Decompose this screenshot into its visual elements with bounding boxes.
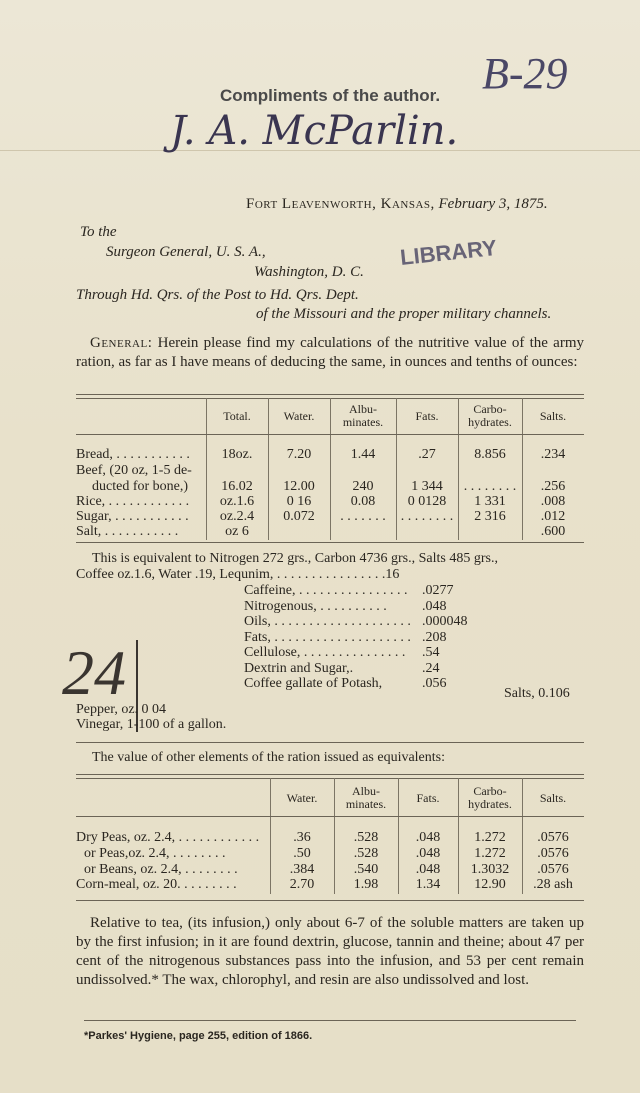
coffee-component-name: Dextrin and Sugar,. <box>244 660 354 676</box>
t1-cell-water: 0.072 <box>283 509 315 524</box>
coffee-component-value: .24 <box>422 660 440 676</box>
t1-cell-carb: 1 331 <box>474 494 506 509</box>
salutation-to: To the <box>80 224 117 240</box>
t2-header-carbohydrates: Carbo-hydrates. <box>468 784 512 811</box>
t1-cell-total: oz.1.6 <box>219 494 255 509</box>
coffee-component-name: Oils, . . . . . . . . . . . . . . . . . . . . <box>244 614 411 629</box>
t1-header-fats: Fats. <box>415 409 439 423</box>
t1-cell-salts: .012 <box>540 509 566 524</box>
t1-cell-carb: 8.856 <box>474 447 506 462</box>
t2-cell-alb: .528 <box>353 846 379 861</box>
t2-cell-carb: 1.3032 <box>470 862 510 877</box>
catalog-number: B-29 <box>482 49 568 98</box>
t1-cell-water: 12.00 <box>283 479 315 494</box>
t2-cell-water: .384 <box>289 862 315 877</box>
t1-cell-alb: 240 <box>352 479 374 494</box>
table1-header-rule <box>76 434 584 435</box>
t1-header-albuminates: Albu-minates. <box>342 402 384 429</box>
footnote-rule <box>84 1020 576 1021</box>
t2-cell-salts: .0576 <box>537 830 569 845</box>
t2-row-item: or Peas,oz. 2.4, . . . . . . . . <box>84 846 226 861</box>
dateline <box>246 196 548 213</box>
compliments-line: Compliments of the author. <box>220 86 441 105</box>
t1-cell-salts: .256 <box>540 479 566 494</box>
t2-cell-fats: .048 <box>415 830 441 845</box>
t2-cell-fats: .048 <box>415 846 441 861</box>
t1-header-salts: Salts. <box>539 409 567 423</box>
table2-bottom-rule <box>76 900 584 901</box>
t2-header-fats: Fats. <box>416 791 440 805</box>
t1-cell-salts: .600 <box>540 524 566 539</box>
t1-cell-fats: .27 <box>418 447 436 462</box>
t1-cell-fats: . . . . . . . . <box>400 509 454 524</box>
general-paragraph <box>76 334 584 372</box>
t1-cell-carb: 2 316 <box>474 509 506 524</box>
coffee-component-name: Cellulose, . . . . . . . . . . . . . . . <box>244 645 406 660</box>
t2-row-item: or Beans, oz. 2.4, . . . . . . . . <box>84 862 238 877</box>
date: February 3, 1875. <box>438 196 548 212</box>
coffee-component-value: .208 <box>422 629 447 645</box>
t2-header-albuminates: Albu-minates. <box>345 784 387 811</box>
place: Fort Leavenworth, Kansas, <box>246 196 435 212</box>
pepper-line: Pepper, oz. 0 04 <box>76 702 167 717</box>
t1-cell-alb: . . . . . . . <box>340 509 386 524</box>
table2-header-rule <box>76 816 584 817</box>
t2-cell-fats: .048 <box>415 862 441 877</box>
salts-total: Salts, 0.106 <box>504 686 570 701</box>
t1-cell-salts: .234 <box>540 447 566 462</box>
t1-header-water: Water. <box>283 409 315 423</box>
equivalent-line: This is equivalent to Nitrogen 272 grs., Carbon 4736 grs., Salts 485 grs., <box>92 551 498 566</box>
t2-row-item: Corn-meal, oz. 20. . . . . . . . . <box>76 877 237 892</box>
library-stamp: LIBRARY <box>398 235 498 271</box>
t1-row-item: Rice, . . . . . . . . . . . . <box>76 494 190 509</box>
t1-cell-alb: 0.08 <box>350 494 376 509</box>
t1-header-carbohydrates: Carbo-hydrates. <box>468 402 512 429</box>
coffee-component-name: Caffeine, . . . . . . . . . . . . . . . . <box>244 583 408 598</box>
t2-cell-salts: .28 ash <box>533 877 573 892</box>
t1-cell-alb: 1.44 <box>350 447 376 462</box>
through-line-1: Through Hd. Qrs. of the Post to Hd. Qrs. Dept. <box>76 287 359 303</box>
coffee-component-value: .54 <box>422 645 440 660</box>
t1-cell-salts: .008 <box>540 494 566 509</box>
t2-header-salts: Salts. <box>539 791 567 805</box>
vinegar-line: Vinegar, 1-100 of a gallon. <box>76 717 227 732</box>
t2-cell-alb: .528 <box>353 830 379 845</box>
tea-paragraph: Relative to tea, (its infusion,) only about 6-7 of the soluble matters are taken up by the first infusion; in it are found dextrin, glucose, tannin and theine; about 47 per cent of the nitrogenous substances pass into the infusion, and 53 per cent remain undissolved.* The wax, chlorophyl, and resin are also undissolved and lost. <box>76 915 584 988</box>
general-text: Herein please find my calculations of the nutritive value of the army ration, as far as I have means of deducing the same, in ounces and tenths of ounces: <box>76 335 584 370</box>
table2-top-rule <box>76 774 584 779</box>
t1-cell-total: oz 6 <box>225 524 249 539</box>
through-line-2: of the Missouri and the proper military channels. <box>256 306 552 322</box>
t2-cell-water: .50 <box>293 846 311 861</box>
t1-cell-water: 7.20 <box>286 447 312 462</box>
t1-cell-total: 16.02 <box>221 479 253 494</box>
t1-header-total: Total. <box>223 409 251 423</box>
coffee-component-value: .056 <box>422 676 447 691</box>
t2-header-water: Water. <box>286 791 318 805</box>
t2-cell-water: 2.70 <box>289 877 315 892</box>
coffee-component-name: Coffee gallate of Potash, <box>244 676 383 691</box>
t2-cell-carb: 1.272 <box>474 846 506 861</box>
t2-cell-alb: 1.98 <box>353 877 379 892</box>
author-signature: J. A. McParlin. <box>170 108 459 154</box>
general-label: General: <box>90 335 153 351</box>
t2-cell-carb: 12.90 <box>474 877 506 892</box>
coffee-line: Coffee oz.1.6, Water .19, Lequnim, . . . . . . . . . . . . . . . .16 <box>76 567 400 582</box>
t2-cell-alb: .540 <box>353 862 379 877</box>
t1-row-item: ducted for bone,) <box>92 479 189 494</box>
recipient: Surgeon General, U. S. A., <box>106 244 266 260</box>
t2-cell-fats: 1.34 <box>415 877 441 892</box>
t1-row-item: Beef, (20 oz, 1-5 de- <box>76 463 192 478</box>
t1-cell-fats: 0 0128 <box>407 494 447 509</box>
t1-cell-carb: . . . . . . . . <box>463 479 517 494</box>
coffee-component-name: Nitrogenous, . . . . . . . . . . <box>244 598 387 614</box>
t1-row-item: Sugar, . . . . . . . . . . . <box>76 509 189 524</box>
coffee-component-value: .048 <box>422 598 447 614</box>
t1-row-item: Salt, . . . . . . . . . . . <box>76 524 179 539</box>
t1-row-item: Bread, . . . . . . . . . . . <box>76 447 190 462</box>
t2-cell-water: .36 <box>293 830 311 845</box>
t2-cell-salts: .0576 <box>537 862 569 877</box>
t1-cell-fats: 1 344 <box>411 479 443 494</box>
coffee-component-name: Fats, . . . . . . . . . . . . . . . . . . . . <box>244 629 411 645</box>
t2-cell-carb: 1.272 <box>474 830 506 845</box>
handwritten-number: 24 <box>62 637 126 708</box>
t1-cell-total: oz.2.4 <box>219 509 255 524</box>
t1-cell-water: 0 16 <box>286 494 312 509</box>
coffee-component-value: .0277 <box>422 583 454 598</box>
coffee-component-value: .000048 <box>422 614 468 629</box>
other-elements-heading: The value of other elements of the ration issued as equivalents: <box>92 750 446 765</box>
t2-cell-salts: .0576 <box>537 846 569 861</box>
section-rule <box>76 742 584 743</box>
footnote: *Parkes' Hygiene, page 255, edition of 1866. <box>84 1030 313 1042</box>
table1-bottom-rule <box>76 542 584 543</box>
t2-row-item: Dry Peas, oz. 2.4, . . . . . . . . . . . . <box>76 830 260 845</box>
recipient-city: Washington, D. C. <box>254 264 364 280</box>
t1-cell-total: 18oz. <box>221 447 253 462</box>
